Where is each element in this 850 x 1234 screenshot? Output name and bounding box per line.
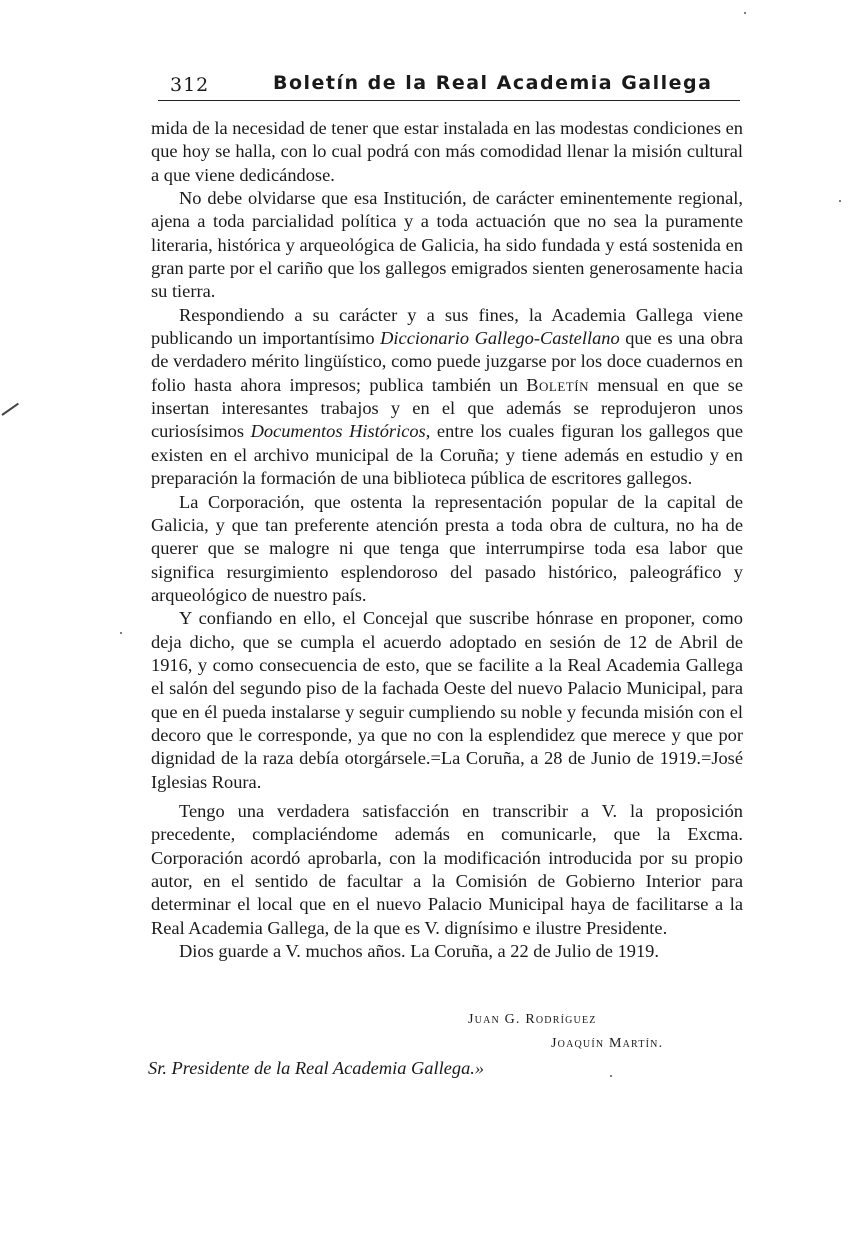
scan-speck [610, 1075, 612, 1077]
paragraph-1: mida de la necesidad de tener que estar instalada en las modestas condiciones en que hoy se halla, con lo cual podrá con más comodidad llenar la misión cultural a que viene dedicándose. [151, 118, 743, 185]
paragraph-3-part-1: Respondiendo a su carácter y a sus fines, la Academia Gallega viene publicando un importantísimo [151, 304, 743, 349]
page-number: 312 [170, 74, 210, 96]
paragraph-2: No debe olvidarse que esa Institución, de carácter eminentemente regional, ajena a toda parcialidad política y a toda actuación que no sea la puramente literaria, histórica y arqueológica de Galicia, ha sido fundada y está sostenida en gran parte por el cariño que los gallegos emigrados sienten generosamente hacia su tierra. [151, 188, 743, 302]
boletin-word: Boletín [526, 374, 589, 395]
documents-title: Documentos Históricos [250, 421, 426, 442]
body-text [151, 117, 743, 963]
paragraph-4: La Corporación, que ostenta la representación popular de la capital de Galicia, y que tan preferente atención presta a toda obra de cultura, no ha de querer que se malogre ni que tenga que interrumpirse toda esa labor que significa resurgimiento esplendoroso del pasado histórico, paleográfico y arqueológico de nuestro país. [151, 491, 743, 605]
scan-speck [744, 12, 746, 14]
paragraph-3-part-3: mensual en que se insertan interesantes trabajos y en el que además se reprodujeron unos curiosísimos [151, 374, 743, 442]
running-title: Boletín de la Real Academia Gallega [273, 72, 713, 94]
scan-speck [839, 200, 841, 202]
scan-speck [120, 632, 122, 634]
addressee-line: Sr. Presidente de la Real Academia Gallega.» [148, 1058, 485, 1078]
paragraph-3 [151, 304, 743, 491]
paragraph-5: Y confiando en ello, el Concejal que suscribe hónrase en proponer, como deja dicho, que se cumpla el acuerdo adoptado en sesión de 12 de Abril de 1916, y como consecuencia de esto, que se facilite a la Real Academia Gallega el salón del segundo piso de la fachada Oeste del nuevo Palacio Municipal, para que en él pueda instalarse y seguir cumpliendo su noble y fecunda misión con el decoro que le corresponde, ya que no con la esplendidez que merece y que por dignidad de la raza debía otorgársele.=La Coruña, a 28 de Junio de 1919.=José Iglesias Roura. [151, 608, 743, 792]
signature-joaquin-martin: Joaquín Martín. [551, 1036, 664, 1051]
paragraph-6: Tengo una verdadera satisfacción en transcribir a V. la proposición precedente, complaciéndome además en comunicarle, que la Excma. Corporación acordó aprobarla, con la modificación introducida por su propio autor, en el sentido de facultar a la Comisión de Gobierno Interior para determinar el local que en el nuevo Palacio Municipal haya de facilitarse a la Real Academia Gallega, de la que es V. dignísimo e ilustre Presidente. [151, 800, 743, 938]
signature-juan-rodriguez: Juan G. Rodríguez [468, 1012, 597, 1027]
paragraph-3-part-4: , entre los cuales figuran los gallegos que existen en el archivo municipal de la Coruña; y tiene además en estudio y en preparación la formación de una biblioteca pública de escritores gallegos. [151, 421, 743, 489]
paragraph-7: Dios guarde a V. muchos años. La Coruña, a 22 de Julio de 1919. [179, 941, 659, 962]
dictionary-title: Diccionario Gallego-Castellano [380, 328, 620, 349]
paragraph-3-part-2: que es una obra de verdadero mérito lingüístico, como puede juzgarse por los doce cuadernos en folio hasta ahora impresos; publica también un [151, 328, 743, 395]
page-header [158, 70, 740, 101]
margin-scan-mark [1, 403, 19, 416]
